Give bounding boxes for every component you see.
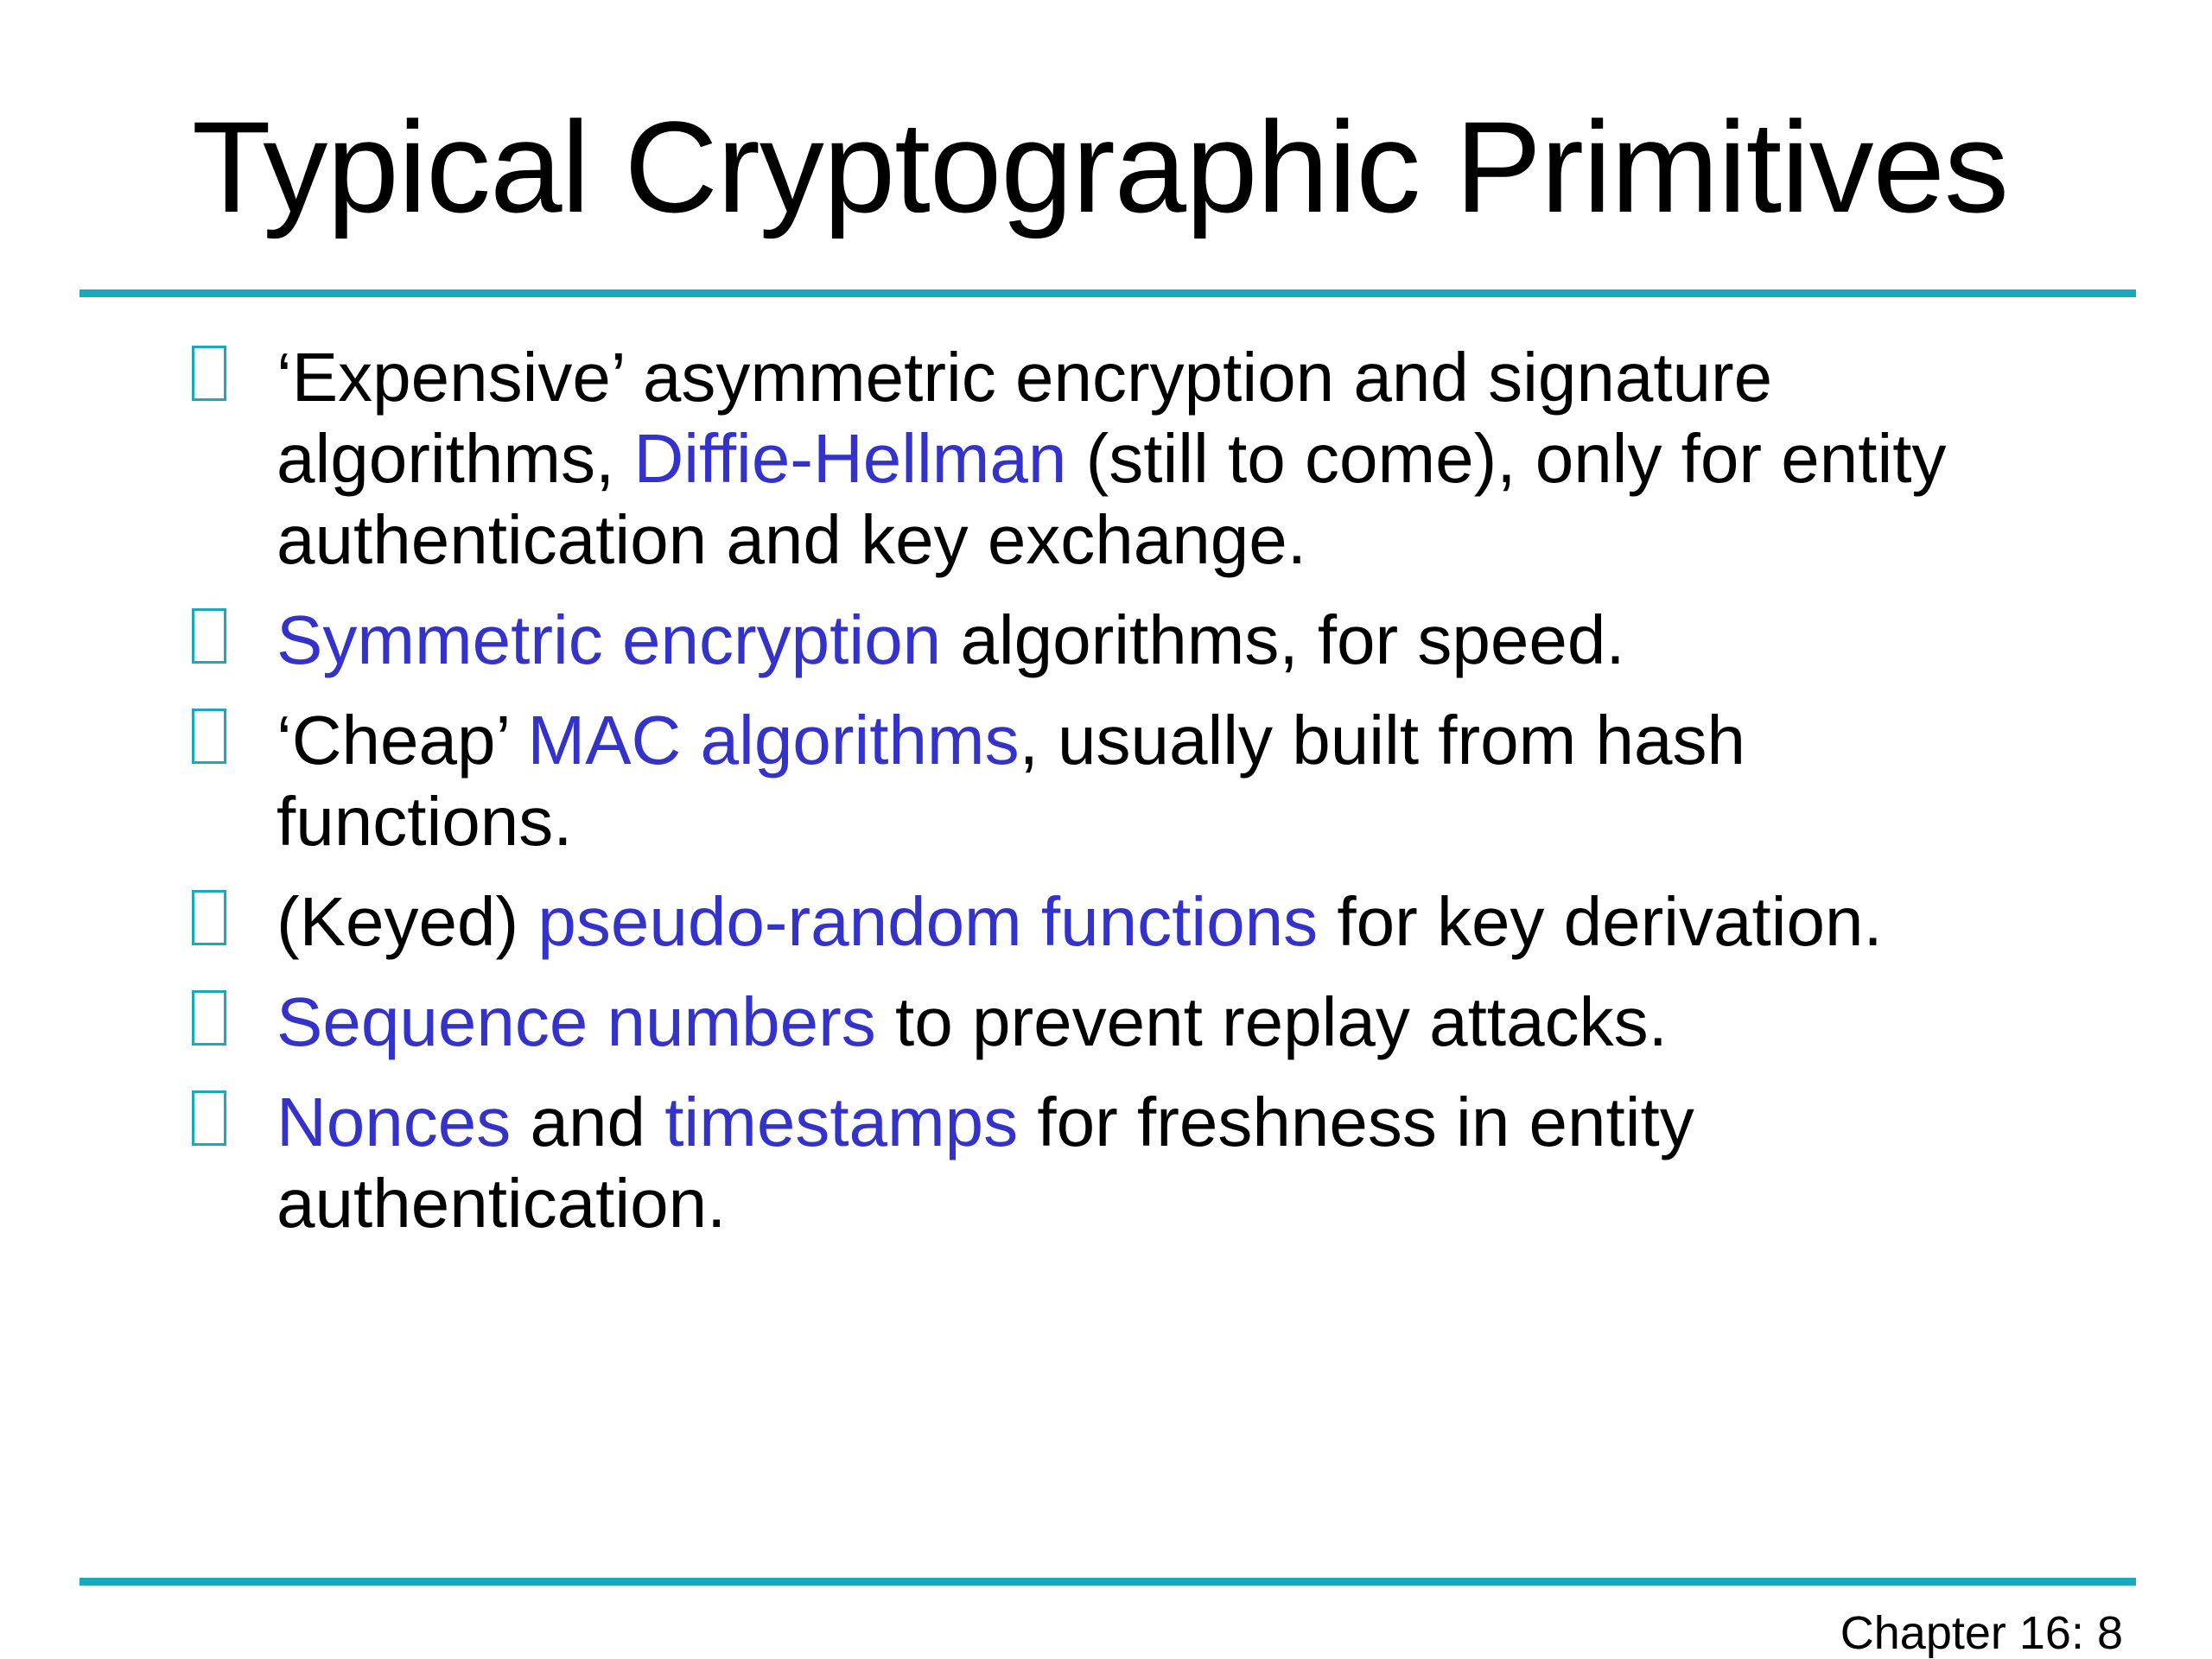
bullet-segment: and [511, 1084, 665, 1160]
bullet-segment: ‘Cheap’ [276, 702, 528, 779]
hollow-square-icon [192, 709, 226, 764]
bullet-text [276, 1084, 1694, 1242]
bullet-item [0, 881, 2039, 963]
highlighted-term: Symmetric encryption [276, 601, 942, 678]
bullet-segment: (Keyed) [276, 883, 538, 960]
bullet-item [0, 982, 2039, 1063]
footer-divider [79, 1578, 2136, 1586]
bullet-segment: , usually built from hash functions. [276, 702, 1745, 860]
bullet-item [0, 337, 2039, 581]
slide-title: Typical Cryptographic Primitives [192, 94, 2008, 239]
bullet-segment: for key derivation. [1318, 883, 1883, 960]
bullet-segment: (still to come), only for entity authentication and key exchange. [276, 420, 1947, 578]
bullet-segment: to prevent replay attacks. [875, 983, 1668, 1060]
highlighted-term: Nonces [276, 1084, 512, 1160]
title-divider [79, 289, 2136, 297]
bullet-segment: for freshness in entity authentication. [276, 1084, 1694, 1242]
bullet-text [276, 883, 1883, 960]
bullet-text [276, 983, 1668, 1060]
highlighted-term: MAC algorithms [527, 702, 1020, 779]
bullet-item [0, 600, 2039, 681]
bullet-item [0, 1082, 2039, 1244]
hollow-square-icon [192, 890, 226, 945]
highlighted-term: timestamps [664, 1084, 1019, 1160]
hollow-square-icon [192, 608, 226, 664]
highlighted-term: Diffie-Hellman [633, 420, 1067, 497]
hollow-square-icon [192, 346, 226, 401]
bullet-text [276, 702, 1745, 860]
bullet-item [0, 700, 2039, 862]
bullet-segment: algorithms, for speed. [941, 601, 1625, 678]
hollow-square-icon [192, 990, 226, 1046]
hollow-square-icon [192, 1090, 226, 1146]
bullet-list [0, 337, 2212, 1263]
bullet-text [276, 601, 1625, 678]
highlighted-term: pseudo-random functions [537, 883, 1319, 960]
slide-footer: Chapter 16: 8 [1840, 1607, 2123, 1659]
bullet-segment: ‘Expensive’ asymmetric encryption and signature algorithms, [276, 339, 1773, 497]
highlighted-term: Sequence numbers [276, 983, 876, 1060]
bullet-text [276, 339, 1946, 578]
